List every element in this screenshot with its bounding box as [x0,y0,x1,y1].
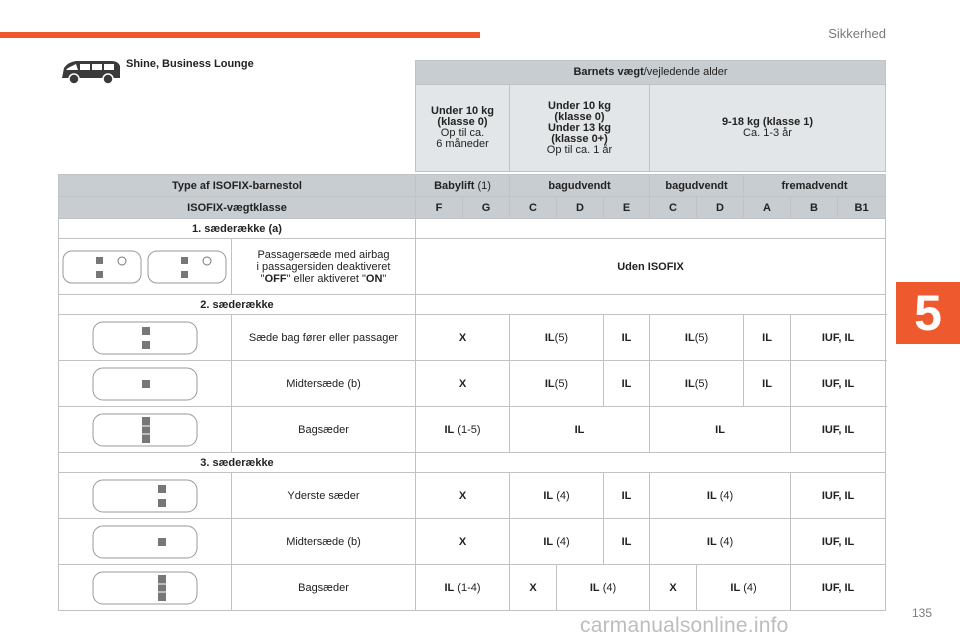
row1-description: Passagersæde med airbag i passagersiden deaktiveret "OFF" eller aktiveret "ON" [232,239,416,295]
row2-bench-icon [90,411,200,449]
type-rearward-1: bagudvendt [510,175,650,197]
watermark: carmanualsonline.info [580,614,789,637]
class-cell: B1 [838,197,886,219]
weight-group-0: Under 10 kg (klasse 0) Op til ca. 6 måneder [416,85,510,172]
class-cell: G [463,197,510,219]
weight-header: Barnets vægt/vejledende alder [416,61,886,85]
type-babylift: Babylift (1) [416,175,510,197]
row2-outer-seats-icon [90,319,200,357]
section-title: Sikkerhed [828,26,886,41]
class-cell: C [650,197,697,219]
row3-bench-icon [90,569,200,607]
type-forward: fremadvendt [744,175,886,197]
row3-middle-seat-icon [90,523,200,561]
row3-outer-seats-icon [90,477,200,515]
accent-bar [0,32,480,38]
row1-value: Uden ISOFIX [416,239,886,295]
class-cell: A [744,197,791,219]
type-rearward-2: bagudvendt [650,175,744,197]
weight-group-2: 9-18 kg (klasse 1) Ca. 1-3 år [650,85,886,172]
class-cell: F [416,197,463,219]
page-number: 135 [912,606,933,620]
weight-header-table [415,60,886,172]
class-cell: E [604,197,650,219]
row2-title: 2. sæderække [59,295,416,315]
class-cell: D [557,197,604,219]
class-cell: B [791,197,838,219]
class-label: ISOFIX-vægtklasse [59,197,416,219]
class-cell: D [697,197,744,219]
seat-diagram [59,239,232,295]
van-icon [58,56,124,88]
row1-title: 1. sæderække (a) [59,219,416,239]
model-title: Shine, Business Lounge [126,58,254,70]
chapter-tab: 5 [896,282,960,344]
row3-title: 3. sæderække [59,453,416,473]
isofix-table: Type af ISOFIX-barnestol Babylift (1) bagudvendt bagudvendt fremadvendt ISOFIX-vægtklasse F G C D E C D A B B1 1. sæderække (a) Passagersæde med airbag i passagersiden deaktiveret "OFF" eller aktiveret "ON" Uden ISOFIX 2. sæderække Sæde bag fører eller passager X IL(5) IL IL(5) IL IUF, IL Midtersæde (b) X IL(5) IL IL(5) IL IUF, IL Bagsæder IL (1-5) IL IL IUF, IL 3. sæderække Yderste sæder X IL (4) IL IL (4) IUF, IL Midtersæde (b) X IL (4) IL IL (4) IUF, IL Bagsæder IL (1-4) X IL (4) X IL (4) IUF, IL [58,174,886,611]
class-cell: C [510,197,557,219]
type-label: Type af ISOFIX-barnestol [59,175,416,197]
row2-middle-seat-icon [90,365,200,403]
weight-group-1: Under 10 kg (klasse 0) Under 13 kg (klasse 0+) Op til ca. 1 år [510,85,650,172]
front-seats-diagram-icon [60,245,230,289]
